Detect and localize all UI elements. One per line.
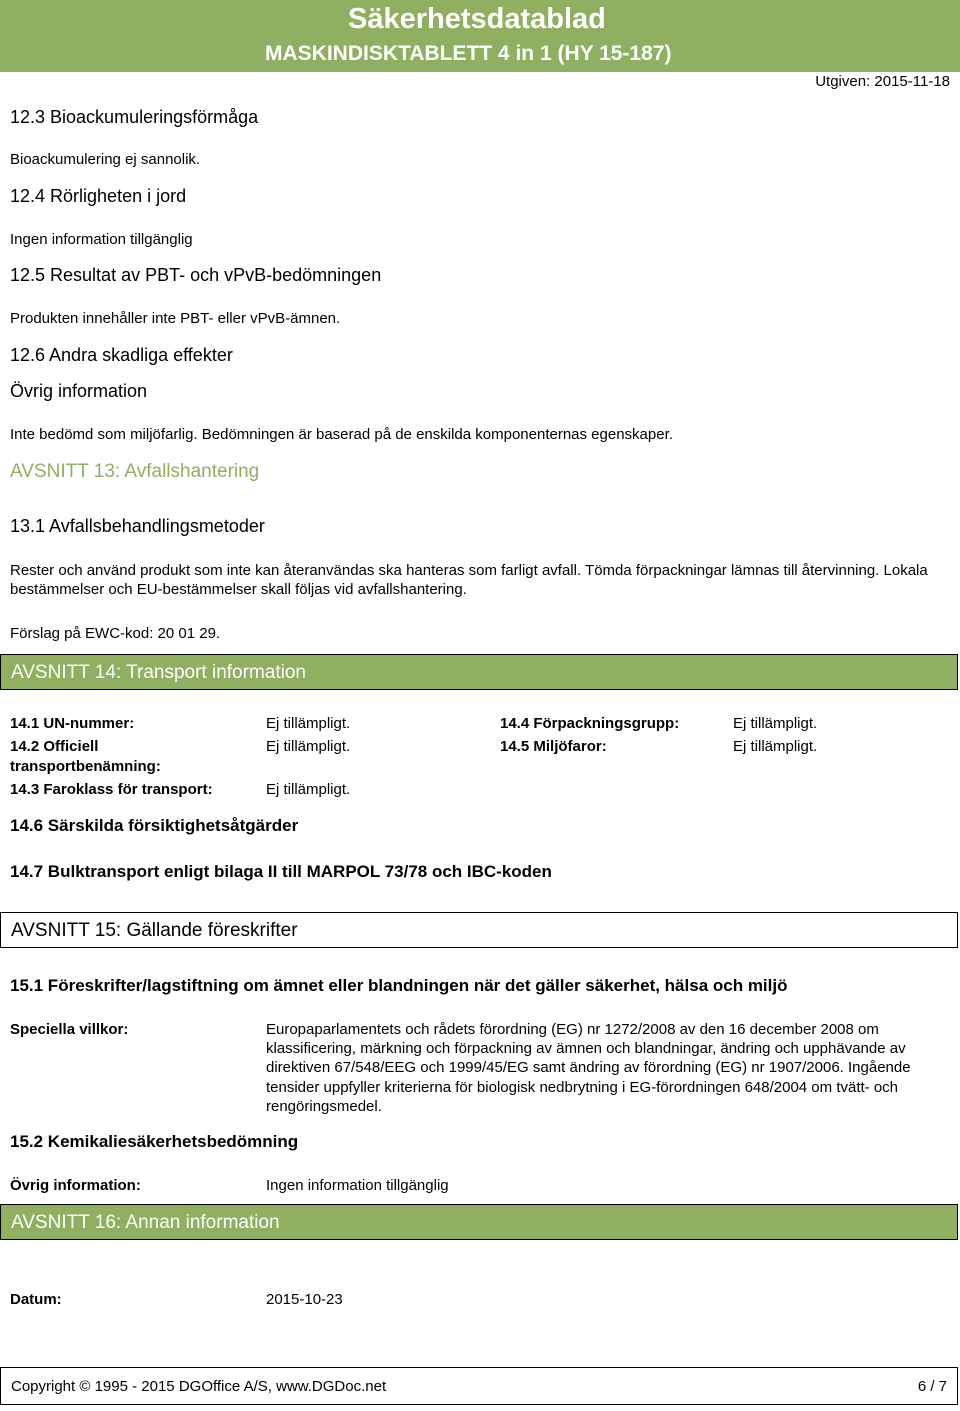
special-conditions-label: Speciella villkor: xyxy=(10,1021,129,1038)
date-value: 2015-10-23 xyxy=(266,1291,343,1308)
packing-group-label: 14.4 Förpackningsgrupp: xyxy=(500,715,680,732)
heading-15-1: 15.1 Föreskrifter/lagstiftning om ämnet eller blandningen när det gäller säkerhet, hälsa och miljö xyxy=(10,976,788,995)
page-number: 6 / 7 xyxy=(917,1378,947,1395)
section-14-title: AVSNITT 14: Transport information xyxy=(11,662,306,683)
special-conditions-value: Europaparlamentets och rådets förordning (EG) nr 1272/2008 av den 16 december 2008 om klassificering, märkning och förpackning av ämnen och blandningar, ändring och upphävande av direktiven 67/548/EEG och 1999/45/EG samt ändring av förordning (EG) nr 1907/2006. Ingående tensider uppfyller kriterierna för biologisk nedbrytning i EG-förordningen 648/2004 om tvätt- och rengöringsmedel. xyxy=(266,1021,911,1115)
header-band xyxy=(0,0,960,72)
date-label: Datum: xyxy=(10,1291,62,1308)
section-16-title: AVSNITT 16: Annan information xyxy=(11,1212,280,1233)
env-hazards-value: Ej tillämpligt. xyxy=(733,738,818,755)
un-number-value: Ej tillämpligt. xyxy=(266,715,351,732)
heading-15-2: 15.2 Kemikaliesäkerhetsbedömning xyxy=(10,1132,299,1151)
text-12-6: Inte bedömd som miljöfarlig. Bedömningen är baserad på de enskilda komponenternas egenskaper. xyxy=(10,426,673,443)
heading-other-info: Övrig information xyxy=(10,381,148,401)
un-number-label: 14.1 UN-nummer: xyxy=(10,715,135,732)
issued-date: Utgiven: 2015-11-18 xyxy=(815,73,950,90)
text-13-1: Rester och använd produkt som inte kan återanvändas ska hanteras som farligt avfall. Tömda förpackningar lämnas till återvinning. Lokala bestämmelser och EU-bestämmelser skall följas vid avfallshantering. xyxy=(10,562,928,598)
text-12-5: Produkten innehåller inte PBT- eller vPvB-ämnen. xyxy=(10,310,341,327)
other-information-label: Övrig information: xyxy=(10,1177,141,1194)
heading-14-6: 14.6 Särskilda försiktighetsåtgärder xyxy=(10,816,299,835)
text-12-4: Ingen information tillgänglig xyxy=(10,231,193,248)
section-15-bar xyxy=(0,912,958,948)
heading-12-3: 12.3 Bioackumuleringsförmåga xyxy=(10,107,259,127)
ewc-code: Förslag på EWC-kod: 20 01 29. xyxy=(10,625,221,642)
hazard-class-value: Ej tillämpligt. xyxy=(266,781,351,798)
section-14-bar xyxy=(0,654,958,690)
product-name: MASKINDISKTABLETT 4 in 1 (HY 15-187) xyxy=(265,42,672,65)
text-12-3: Bioackumulering ej sannolik. xyxy=(10,151,201,168)
copyright-text: Copyright © 1995 - 2015 DGOffice A/S, www.DGDoc.net xyxy=(11,1378,387,1395)
section-15-title: AVSNITT 15: Gällande föreskrifter xyxy=(11,920,298,941)
hazard-class-label: 14.3 Faroklass för transport: xyxy=(10,781,213,798)
heading-13-1: 13.1 Avfallsbehandlingsmetoder xyxy=(10,516,265,536)
shipping-name-label: 14.2 Officiell transportbenämning: xyxy=(10,738,161,775)
document-title: Säkerhetsdatablad xyxy=(348,3,606,35)
env-hazards-label: 14.5 Miljöfaror: xyxy=(500,738,607,755)
section-16-bar xyxy=(0,1204,958,1240)
packing-group-value: Ej tillämpligt. xyxy=(733,715,818,732)
footer xyxy=(0,1367,958,1405)
heading-12-4: 12.4 Rörligheten i jord xyxy=(10,186,187,206)
heading-12-6: 12.6 Andra skadliga effekter xyxy=(10,345,233,365)
other-information-value: Ingen information tillgänglig xyxy=(266,1177,449,1194)
heading-14-7: 14.7 Bulktransport enligt bilaga II till MARPOL 73/78 och IBC-koden xyxy=(10,862,552,881)
heading-12-5: 12.5 Resultat av PBT- och vPvB-bedömningen xyxy=(10,265,382,285)
shipping-name-value: Ej tillämpligt. xyxy=(266,738,351,755)
section-13-title: AVSNITT 13: Avfallshantering xyxy=(10,461,260,482)
